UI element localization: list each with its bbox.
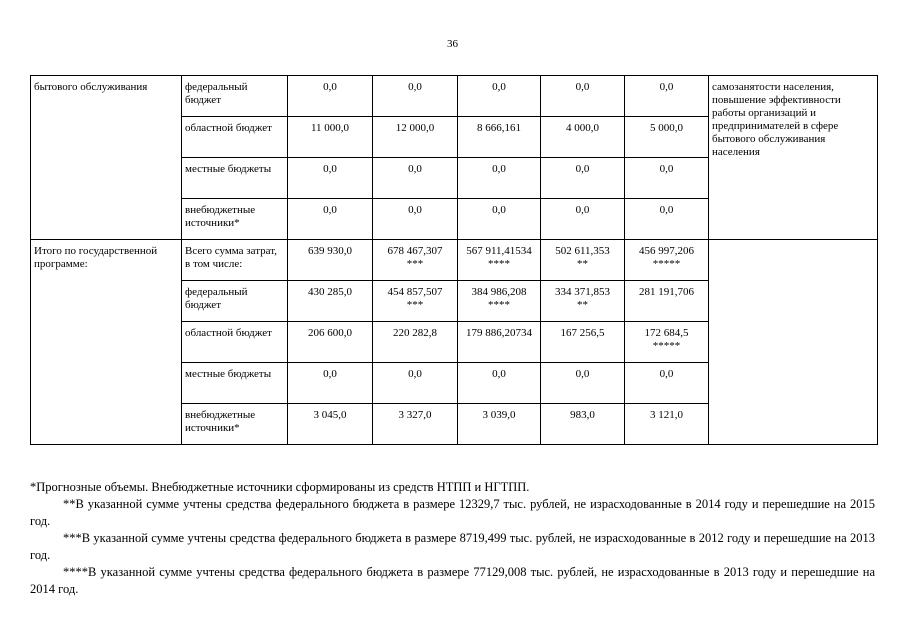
amount-value: 0,0 — [659, 81, 674, 93]
amount-cell — [541, 322, 625, 363]
amount-cell — [541, 363, 625, 404]
footnote-mark: ***** — [652, 258, 681, 270]
amount-value: 0,0 — [323, 163, 337, 175]
funding-source: федеральный бюджет — [182, 281, 288, 322]
amount-cell — [288, 404, 373, 445]
footnote-1: *Прогнозные объемы. Внебюджетные источники сформированы из средств НТПП и НГТПП. — [30, 480, 530, 494]
amount-cell — [373, 281, 458, 322]
table-row — [31, 76, 878, 117]
amount-value: 3 121,0 — [650, 409, 683, 421]
amount-value: 983,0 — [570, 409, 595, 421]
amount-cell — [541, 404, 625, 445]
footnotes — [30, 479, 875, 598]
amount-cell — [458, 322, 541, 363]
amount-value: 179 886,20734 — [466, 327, 532, 339]
amount-value: 5 000,0 — [650, 122, 683, 134]
amount-cell — [541, 76, 625, 117]
amount-value: 3 039,0 — [482, 409, 516, 421]
amount-value: 384 986,208 — [471, 286, 527, 298]
amount-value: 454 857,507 — [387, 286, 443, 298]
funding-source: федеральный бюджет — [182, 76, 288, 117]
funding-source: внебюджетные источники* — [182, 199, 288, 240]
amount-cell — [625, 199, 709, 240]
amount-cell — [373, 240, 458, 281]
funding-source: областной бюджет — [182, 322, 288, 363]
amount-cell — [541, 240, 625, 281]
amount-value: 567 911,41534 — [466, 245, 532, 257]
table-row — [31, 240, 878, 281]
amount-value: 11 000,0 — [310, 122, 350, 134]
goal-note: самозанятости населения, повышение эффективности работы организаций и предпринимателей в сфере бытового обслуживания населения — [709, 76, 878, 240]
amount-cell — [288, 322, 373, 363]
footnote-mark: ** — [577, 258, 588, 270]
amount-value: 8 666,161 — [477, 122, 521, 134]
amount-value: 0,0 — [408, 81, 422, 93]
amount-cell — [625, 117, 709, 158]
amount-value: 4 000,0 — [566, 122, 599, 134]
goal-note — [709, 240, 878, 445]
page-number: 36 — [447, 38, 458, 50]
amount-cell — [625, 363, 709, 404]
amount-cell — [458, 240, 541, 281]
amount-value: 334 371,853 — [555, 286, 610, 298]
amount-cell — [541, 199, 625, 240]
footnote-4: ****В указанной сумме учтены средства федерального бюджета в размере 77129,008 тыс. рублей, не израсходованные в 2013 году и перешедшие на 2014 год. — [30, 565, 875, 596]
group-label: Итого по государственной программе: — [31, 240, 182, 445]
amount-cell — [373, 199, 458, 240]
amount-cell — [373, 322, 458, 363]
amount-value: 0,0 — [659, 163, 674, 175]
amount-cell — [458, 76, 541, 117]
amount-value: 0,0 — [659, 368, 674, 380]
amount-value: 0,0 — [492, 204, 506, 216]
amount-cell — [288, 199, 373, 240]
amount-cell — [288, 76, 373, 117]
amount-cell — [373, 117, 458, 158]
footnote-mark: ** — [577, 299, 588, 311]
amount-cell — [373, 404, 458, 445]
funding-source: областной бюджет — [182, 117, 288, 158]
amount-value: 0,0 — [575, 163, 590, 175]
amount-cell — [458, 363, 541, 404]
amount-cell — [458, 404, 541, 445]
footnote-mark: ***** — [652, 340, 681, 352]
amount-value: 167 256,5 — [560, 327, 605, 339]
footnote-mark: **** — [488, 258, 510, 270]
amount-value: 0,0 — [323, 368, 337, 380]
footnote-mark: *** — [406, 299, 424, 311]
amount-value: 0,0 — [408, 368, 422, 380]
amount-value: 206 600,0 — [308, 327, 352, 339]
footnote-mark: *** — [406, 258, 424, 270]
amount-value: 0,0 — [659, 204, 674, 216]
amount-value: 456 997,206 — [639, 245, 694, 257]
amount-cell — [288, 281, 373, 322]
funding-source: местные бюджеты — [182, 158, 288, 199]
amount-cell — [541, 117, 625, 158]
amount-value: 0,0 — [408, 163, 422, 175]
amount-cell — [288, 240, 373, 281]
amount-cell — [541, 158, 625, 199]
amount-cell — [625, 76, 709, 117]
footnote-mark: **** — [488, 299, 510, 311]
footnote-3: ***В указанной сумме учтены средства федерального бюджета в размере 8719,499 тыс. рублей, не израсходованные в 2012 году и перешедшие на 2013 год. — [30, 531, 875, 562]
amount-value: 639 930,0 — [308, 245, 352, 257]
amount-cell — [288, 158, 373, 199]
amount-cell — [458, 117, 541, 158]
amount-value: 172 684,5 — [644, 327, 689, 339]
amount-cell — [541, 281, 625, 322]
group-label: бытового обслуживания — [31, 76, 182, 240]
amount-cell — [625, 281, 709, 322]
footnote-2: **В указанной сумме учтены средства федерального бюджета в размере 12329,7 тыс. рублей, не израсходованные в 2014 году и перешедшие на 2015 год. — [30, 497, 875, 528]
budget-table — [30, 75, 878, 445]
amount-value: 220 282,8 — [393, 327, 437, 339]
amount-value: 678 467,307 — [387, 245, 443, 257]
amount-value: 3 045,0 — [313, 409, 347, 421]
amount-cell — [288, 117, 373, 158]
amount-value: 0,0 — [408, 204, 422, 216]
amount-value: 430 285,0 — [308, 286, 352, 298]
funding-source: Всего сумма затрат, в том числе: — [182, 240, 288, 281]
amount-value: 0,0 — [492, 163, 506, 175]
amount-cell — [625, 240, 709, 281]
amount-cell — [373, 76, 458, 117]
amount-cell — [625, 322, 709, 363]
amount-cell — [458, 158, 541, 199]
amount-cell — [625, 158, 709, 199]
amount-value: 12 000,0 — [395, 122, 435, 134]
amount-value: 0,0 — [323, 81, 337, 93]
funding-source: внебюджетные источники* — [182, 404, 288, 445]
amount-cell — [373, 363, 458, 404]
amount-value: 0,0 — [323, 204, 337, 216]
amount-value: 3 327,0 — [398, 409, 432, 421]
amount-cell — [458, 281, 541, 322]
amount-value: 281 191,706 — [639, 286, 694, 298]
amount-cell — [288, 363, 373, 404]
amount-value: 502 611,353 — [555, 245, 610, 257]
amount-value: 0,0 — [575, 81, 590, 93]
amount-value: 0,0 — [492, 368, 506, 380]
amount-value: 0,0 — [575, 204, 590, 216]
amount-value: 0,0 — [575, 368, 590, 380]
amount-value: 0,0 — [492, 81, 506, 93]
funding-source: местные бюджеты — [182, 363, 288, 404]
amount-cell — [373, 158, 458, 199]
amount-cell — [625, 404, 709, 445]
amount-cell — [458, 199, 541, 240]
